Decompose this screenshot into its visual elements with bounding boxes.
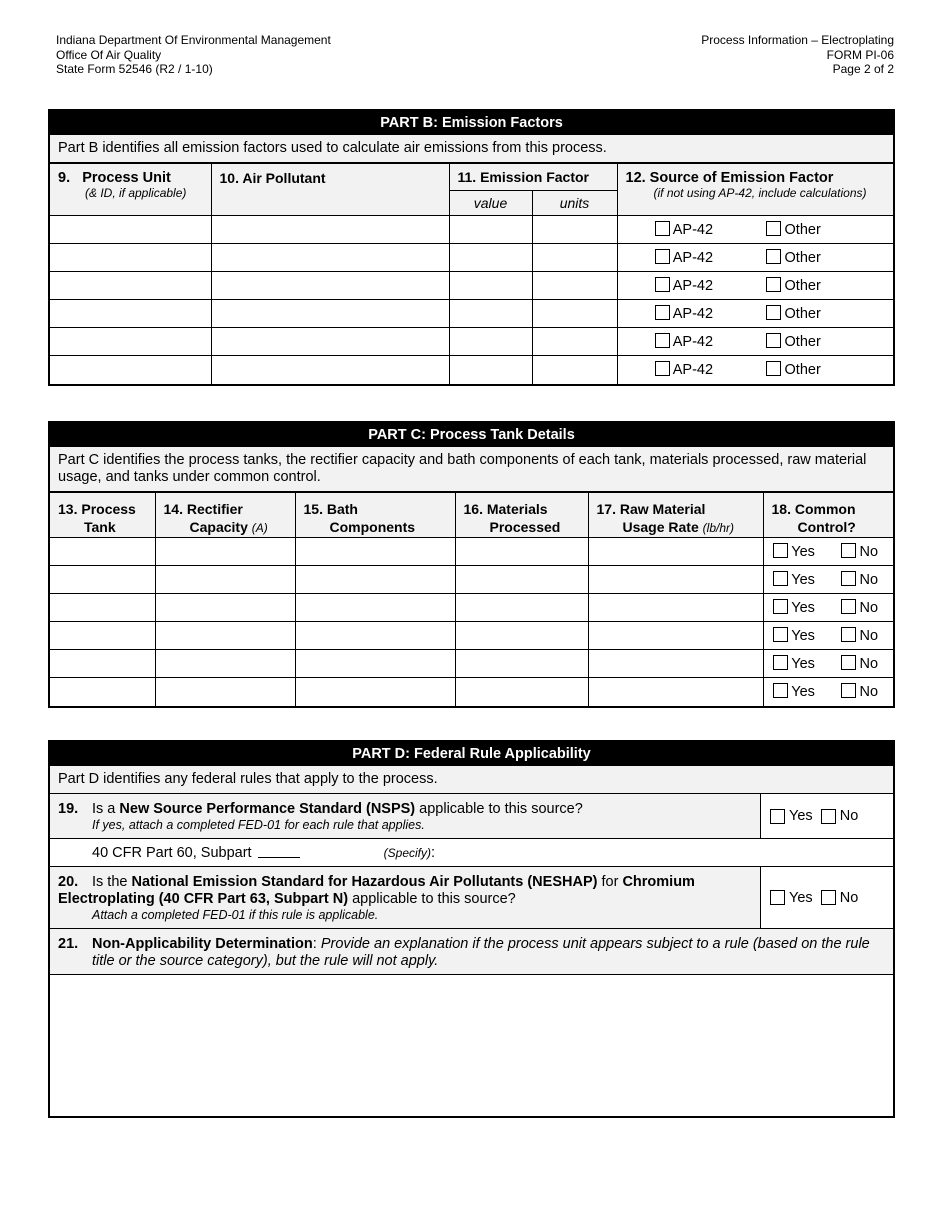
common-control-cell [763,650,893,678]
cfr-subpart-row [50,839,893,867]
q20-text-bold1: National Emission Standard for Hazardous Air Pollutants (NESHAP) [131,874,598,890]
bath-cell[interactable] [295,594,455,622]
col15-line1: 15. Bath [303,501,358,517]
q19-text-pre: Is a [92,801,120,817]
part-b-title: PART B: Emission Factors [50,111,893,135]
usage-cell[interactable] [588,566,763,594]
question-20-row [50,867,893,929]
tank-cell[interactable] [50,538,155,566]
part-c-header-row [50,493,893,538]
q19-yes-checkbox[interactable] [770,809,785,824]
q19-number: 19. [58,801,79,817]
q19-no-checkbox[interactable] [821,809,836,824]
source-cell [617,356,893,384]
materials-cell[interactable] [455,538,588,566]
units-cell[interactable] [532,216,617,244]
units-cell[interactable] [532,272,617,300]
process-tank-table [50,492,893,706]
bath-cell[interactable] [295,622,455,650]
process-unit-cell[interactable] [50,244,211,272]
air-pollutant-cell[interactable] [211,328,449,356]
form-header-right [701,33,894,77]
source-cell [617,216,893,244]
yes-label: Yes [791,656,815,672]
other-label: Other [784,250,821,266]
bath-cell[interactable] [295,566,455,594]
process-unit-cell[interactable] [50,328,211,356]
source-cell [617,272,893,300]
other-label: Other [784,334,821,350]
bath-cell[interactable] [295,538,455,566]
cfr-subpart-label: 40 CFR Part 60, Subpart [92,845,252,861]
units-cell[interactable] [532,356,617,384]
usage-cell[interactable] [588,650,763,678]
units-cell[interactable] [532,300,617,328]
no-checkbox[interactable] [841,599,856,614]
col-emission-factor-header: 11. Emission Factor [449,164,617,191]
table-row [50,622,893,650]
col13-line2: Tank [84,519,116,535]
other-checkbox[interactable] [766,277,781,292]
source-cell [617,244,893,272]
cfr-subpart-blank[interactable] [258,845,300,858]
ap42-checkbox[interactable] [655,277,670,292]
yes-checkbox[interactable] [773,683,788,698]
agency-name: Indiana Department Of Environmental Management [56,33,331,47]
capacity-cell[interactable] [155,566,295,594]
col-materials-processed-header [455,493,588,538]
no-label: No [859,572,879,588]
no-checkbox[interactable] [841,627,856,642]
col17-unit: (lb/hr) [702,521,734,535]
process-unit-cell[interactable] [50,272,211,300]
q21-number: 21. [58,936,79,952]
state-form-number: State Form 52546 (R2 / 1-10) [56,62,213,76]
no-label: No [859,628,879,644]
question-19 [50,794,760,838]
air-pollutant-cell[interactable] [211,244,449,272]
part-d-title: PART D: Federal Rule Applicability [50,742,893,766]
col17-line2: Usage Rate [622,519,699,535]
value-cell[interactable] [449,216,532,244]
usage-cell[interactable] [588,538,763,566]
table-row [50,244,893,272]
value-cell[interactable] [449,244,532,272]
question-20 [50,867,760,928]
cfr-subpart-line: 40 CFR Part 60, Subpart (Specify): [92,845,436,861]
air-pollutant-cell[interactable] [211,216,449,244]
col18-line2: Control? [797,519,856,535]
col14-unit: (A) [251,521,268,535]
value-cell[interactable] [449,328,532,356]
yes-checkbox[interactable] [773,627,788,642]
tank-cell[interactable] [50,650,155,678]
materials-cell[interactable] [455,650,588,678]
table-row [50,328,893,356]
other-checkbox[interactable] [766,221,781,236]
part-b-header-row [50,164,893,191]
yes-checkbox[interactable] [773,543,788,558]
col13-line1: 13. Process [58,501,136,517]
part-c-section [48,421,895,708]
capacity-cell[interactable] [155,678,295,706]
q20-text-pre: Is the [92,874,132,890]
bath-cell[interactable] [295,650,455,678]
common-control-cell [763,538,893,566]
bath-cell[interactable] [295,678,455,706]
materials-cell[interactable] [455,678,588,706]
table-row [50,678,893,706]
q20-yes-label: Yes [789,889,813,906]
question-21-row [50,929,893,975]
usage-cell[interactable] [588,678,763,706]
col-units-header: units [532,191,617,216]
col9-sub: (& ID, if applicable) [85,186,187,200]
common-control-cell [763,566,893,594]
no-checkbox[interactable] [841,571,856,586]
process-unit-cell[interactable] [50,356,211,384]
col-air-pollutant-header: 10. Air Pollutant [211,164,449,216]
process-unit-cell[interactable] [50,300,211,328]
capacity-cell[interactable] [155,650,295,678]
col12-label: 12. Source of Emission Factor [625,170,834,186]
table-row [50,594,893,622]
yes-checkbox[interactable] [773,571,788,586]
col9-number: 9. [58,170,71,186]
col14-line2: Capacity [189,519,248,535]
q20-no-label: No [839,889,859,906]
q21-text-bold: Non-Applicability Determination [92,936,313,952]
col-common-control-header [763,493,893,538]
q19-no-label: No [839,808,859,824]
air-pollutant-cell[interactable] [211,356,449,384]
no-label: No [859,544,879,560]
no-checkbox[interactable] [841,543,856,558]
other-label: Other [784,306,821,322]
q19-text-post: applicable to this source? [415,801,583,817]
col16-line2: Processed [489,519,561,535]
materials-cell[interactable] [455,622,588,650]
yes-label: Yes [791,684,815,701]
col9-label: Process Unit [82,170,171,186]
q19-note: If yes, attach a completed FED-01 for each rule that applies. [92,818,425,832]
other-checkbox[interactable] [766,305,781,320]
other-checkbox[interactable] [766,333,781,348]
other-label: Other [784,222,821,238]
table-row [50,538,893,566]
no-checkbox[interactable] [841,655,856,670]
ap42-label: AP-42 [672,362,714,379]
part-b-section [48,109,895,386]
q20-no-checkbox[interactable] [821,890,836,905]
col15-line2: Components [329,519,416,535]
page-number: Page 2 of 2 [832,62,894,76]
col18-line1: 18. Common [771,501,856,517]
col-usage-rate-header [588,493,763,538]
ap42-checkbox[interactable] [655,305,670,320]
form-title: Process Information – Electroplating [701,33,894,47]
col14-line1: 14. Rectifier [163,501,243,517]
q19-yes-label: Yes [789,808,813,824]
q20-text-mid: for [597,874,623,890]
ap42-label: AP-42 [672,334,714,350]
office-name: Office Of Air Quality [56,47,162,62]
other-label: Other [784,278,821,294]
non-applicability-explanation-area[interactable] [50,975,893,1115]
no-label: No [859,684,879,701]
table-row [50,650,893,678]
air-pollutant-cell[interactable] [211,272,449,300]
units-cell[interactable] [532,244,617,272]
source-cell [617,328,893,356]
yes-label: Yes [791,600,815,616]
tank-cell[interactable] [50,566,155,594]
col16-line1: 16. Materials [463,501,548,517]
common-control-cell [763,622,893,650]
usage-cell[interactable] [588,594,763,622]
capacity-cell[interactable] [155,594,295,622]
col-process-unit-header [50,164,211,216]
common-control-cell [763,594,893,622]
ap42-label: AP-42 [672,222,714,238]
air-pollutant-cell[interactable] [211,300,449,328]
ap42-checkbox[interactable] [655,361,670,376]
common-control-cell [763,678,893,706]
yes-label: Yes [791,628,815,644]
yes-label: Yes [791,572,815,588]
part-d-description: Part D identifies any federal rules that apply to the process. [50,766,893,794]
col17-line1: 17. Raw Material [596,501,706,517]
ap42-label: AP-42 [672,306,714,322]
tank-cell[interactable] [50,594,155,622]
form-header-left [56,33,331,77]
table-row [50,216,893,244]
materials-cell[interactable] [455,594,588,622]
table-row [50,566,893,594]
q20-yes-checkbox[interactable] [770,890,785,905]
question-19-row [50,794,893,839]
process-unit-cell[interactable] [50,216,211,244]
col-source-header [617,164,893,216]
question-21: 21. Non-Applicability Determination: Provide an explanation if the process unit appears subject to a rule (based on the rule title or the source category), but the rule will not apply. [58,936,870,969]
col-process-tank-header [50,493,155,538]
q19-answer [760,794,893,838]
capacity-cell[interactable] [155,538,295,566]
col-value-header: value [449,191,532,216]
cfr-specify-label: (Specify) [383,846,431,860]
q20-note: Attach a completed FED-01 if this rule is applicable. [92,908,379,922]
no-checkbox[interactable] [841,683,856,698]
units-cell[interactable] [532,328,617,356]
capacity-cell[interactable] [155,622,295,650]
other-checkbox[interactable] [766,361,781,376]
value-cell[interactable] [449,272,532,300]
form-id: FORM PI-06 [826,47,894,62]
col-bath-components-header [295,493,455,538]
tank-cell[interactable] [50,622,155,650]
ap42-checkbox[interactable] [655,333,670,348]
q20-number: 20. [58,874,79,890]
table-row [50,356,893,384]
source-cell [617,300,893,328]
yes-checkbox[interactable] [773,599,788,614]
q21-text-italic: Provide an explanation if the process unit appears subject to a rule (based on the rule title or the source category), but the rule will not apply. [92,936,870,969]
yes-checkbox[interactable] [773,655,788,670]
no-label: No [859,600,879,616]
part-c-description: Part C identifies the process tanks, the rectifier capacity and bath components of each tank, materials processed, raw material usage, and tanks under common control. [50,447,893,492]
table-row [50,272,893,300]
ap42-checkbox[interactable] [655,221,670,236]
part-d-section [48,740,895,1118]
ap42-label: AP-42 [672,278,714,294]
ap42-checkbox[interactable] [655,249,670,264]
col-rectifier-capacity-header [155,493,295,538]
q20-answer [760,867,893,928]
usage-cell[interactable] [588,622,763,650]
materials-cell[interactable] [455,566,588,594]
ap42-label: AP-42 [672,250,714,266]
q20-text-post: applicable to this source? [348,891,516,907]
no-label: No [859,656,879,672]
tank-cell[interactable] [50,678,155,706]
q19-text-bold: New Source Performance Standard (NSPS) [119,801,416,817]
emission-factors-table [50,163,893,384]
col12-sub: (if not using AP-42, include calculations) [653,186,867,200]
part-b-description: Part B identifies all emission factors used to calculate air emissions from this process. [50,135,893,163]
value-cell[interactable] [449,300,532,328]
other-label: Other [784,362,821,379]
other-checkbox[interactable] [766,249,781,264]
value-cell[interactable] [449,356,532,384]
yes-label: Yes [791,544,815,560]
part-c-title: PART C: Process Tank Details [50,423,893,447]
q20-text-bold2: Chromium Electroplating (40 CFR Part 63, Subpart N) [58,874,695,907]
table-row [50,300,893,328]
